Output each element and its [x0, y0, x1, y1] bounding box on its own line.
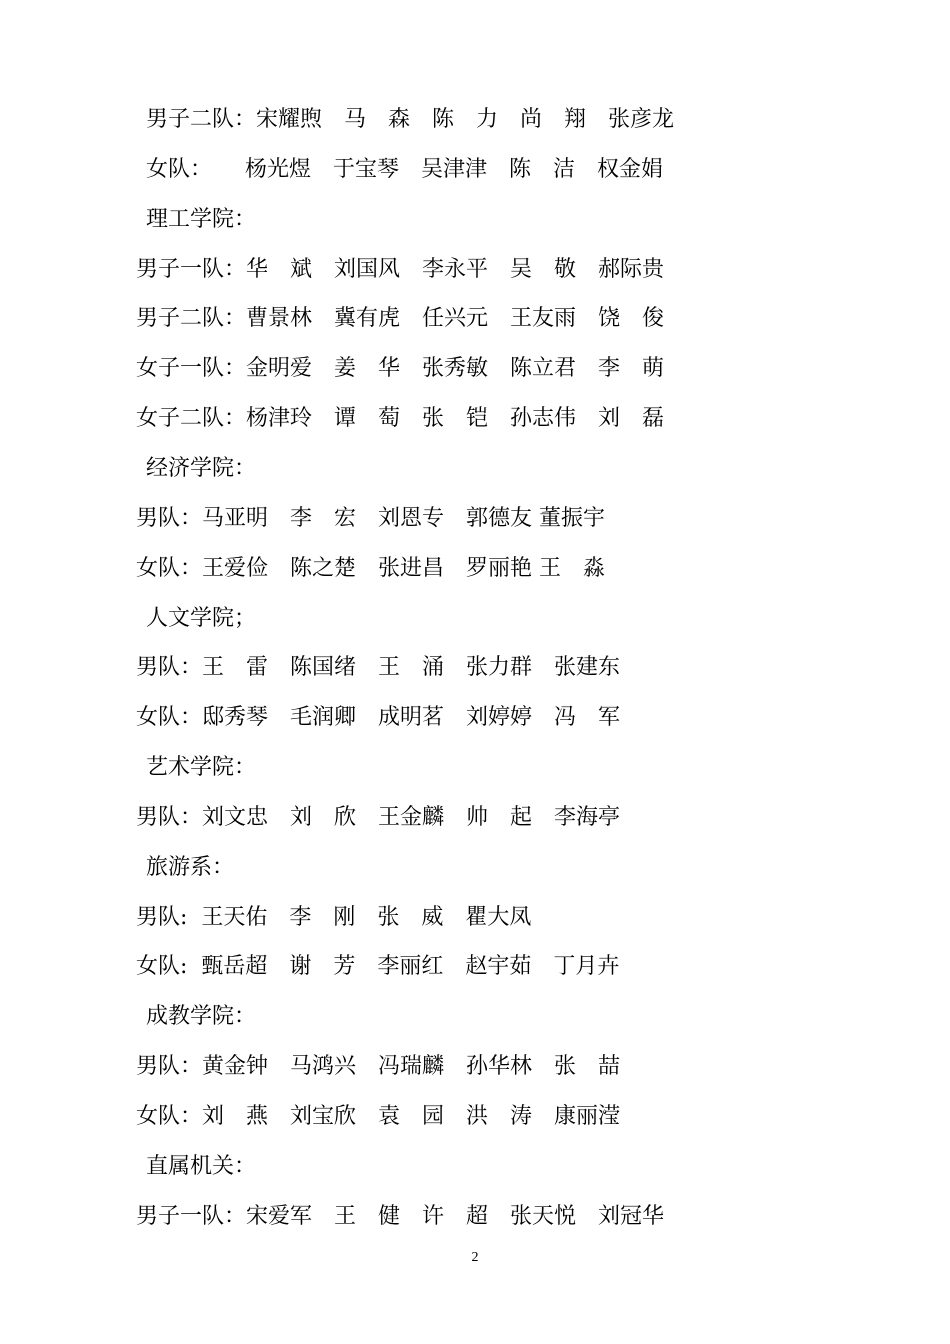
team-row	[136, 355, 664, 383]
team-label: 男队：	[136, 805, 203, 830]
team-row	[146, 156, 663, 184]
section-heading: 经济学院：	[146, 456, 257, 481]
team-members: 华 斌 刘国风 李永平 吴 敬 郝际贵	[246, 257, 665, 282]
team-members: 宋耀煦 马 森 陈 力 尚 翔 张彦龙	[256, 107, 675, 132]
team-row	[136, 1103, 620, 1131]
team-label: 男子一队：	[136, 257, 247, 282]
team-label: 男子二队：	[146, 107, 257, 132]
team-label: 女队：	[146, 157, 246, 182]
team-members: 宋爱军 王 健 许 超 张天悦 刘冠华	[246, 1204, 665, 1229]
team-label: 男子二队：	[136, 306, 247, 331]
team-members: 杨津玲 谭 萄 张 铠 孙志伟 刘 磊	[246, 406, 665, 431]
team-row	[136, 1203, 664, 1231]
team-members: 邸秀琴 毛润卿 成明茗 刘婷婷 冯 军	[202, 705, 621, 730]
team-label: 女子二队：	[136, 406, 247, 431]
team-members: 马亚明 李 宏 刘恩专 郭德友 董振宇	[202, 506, 606, 531]
team-members: 金明爱 姜 华 张秀敏 陈立君 李 萌	[246, 356, 665, 381]
section-heading: 艺术学院：	[146, 755, 257, 780]
page-number: 2	[471, 1250, 479, 1265]
team-members: 甄岳超 谢 芳 李丽红 赵宇茹 丁月卉	[187, 954, 620, 979]
team-row	[136, 555, 605, 583]
team-label: 男子一队：	[136, 1204, 247, 1229]
team-row	[136, 953, 619, 981]
team-row	[136, 305, 664, 333]
team-row	[136, 904, 531, 932]
team-label: 男队:	[136, 905, 188, 930]
team-label: 女队:	[136, 954, 188, 979]
team-label: 女队：	[136, 705, 203, 730]
team-label: 女队：	[136, 1104, 203, 1129]
team-members: 刘文忠 刘 欣 王金麟 帅 起 李海亭	[202, 805, 621, 830]
team-label: 男队：	[136, 655, 203, 680]
team-label: 男队：	[136, 1054, 203, 1079]
team-label: 女队：	[136, 556, 203, 581]
team-label: 男队：	[136, 506, 203, 531]
team-members: 杨光煜 于宝琴 吴津津 陈 洁 权金娟	[245, 157, 664, 182]
section-heading: 理工学院：	[146, 207, 257, 232]
team-members: 黄金钟 马鸿兴 冯瑞麟 孙华林 张 喆	[202, 1054, 621, 1079]
section-heading: 成教学院：	[146, 1004, 257, 1029]
team-members: 曹景林 冀有虎 任兴元 王友雨 饶 俊	[246, 306, 665, 331]
team-members: 王 雷 陈国绪 王 涌 张力群 张建东	[202, 655, 621, 680]
team-row	[136, 1053, 620, 1081]
team-members: 王爱俭 陈之楚 张进昌 罗丽艳 王 淼	[202, 556, 606, 581]
team-row	[136, 256, 664, 284]
team-row	[136, 804, 620, 832]
team-row	[136, 704, 620, 732]
team-row	[146, 106, 674, 134]
team-members: 王天佑 李 刚 张 威 瞿大凤	[187, 905, 532, 930]
section-heading: 人文学院；	[146, 606, 257, 631]
team-row	[136, 405, 664, 433]
team-row	[136, 505, 605, 533]
section-heading: 直属机关：	[146, 1154, 257, 1179]
team-members: 刘 燕 刘宝欣 袁 园 洪 涛 康丽滢	[202, 1104, 621, 1129]
team-row	[136, 654, 620, 682]
team-label: 女子一队：	[136, 356, 247, 381]
section-heading: 旅游系：	[146, 855, 235, 880]
